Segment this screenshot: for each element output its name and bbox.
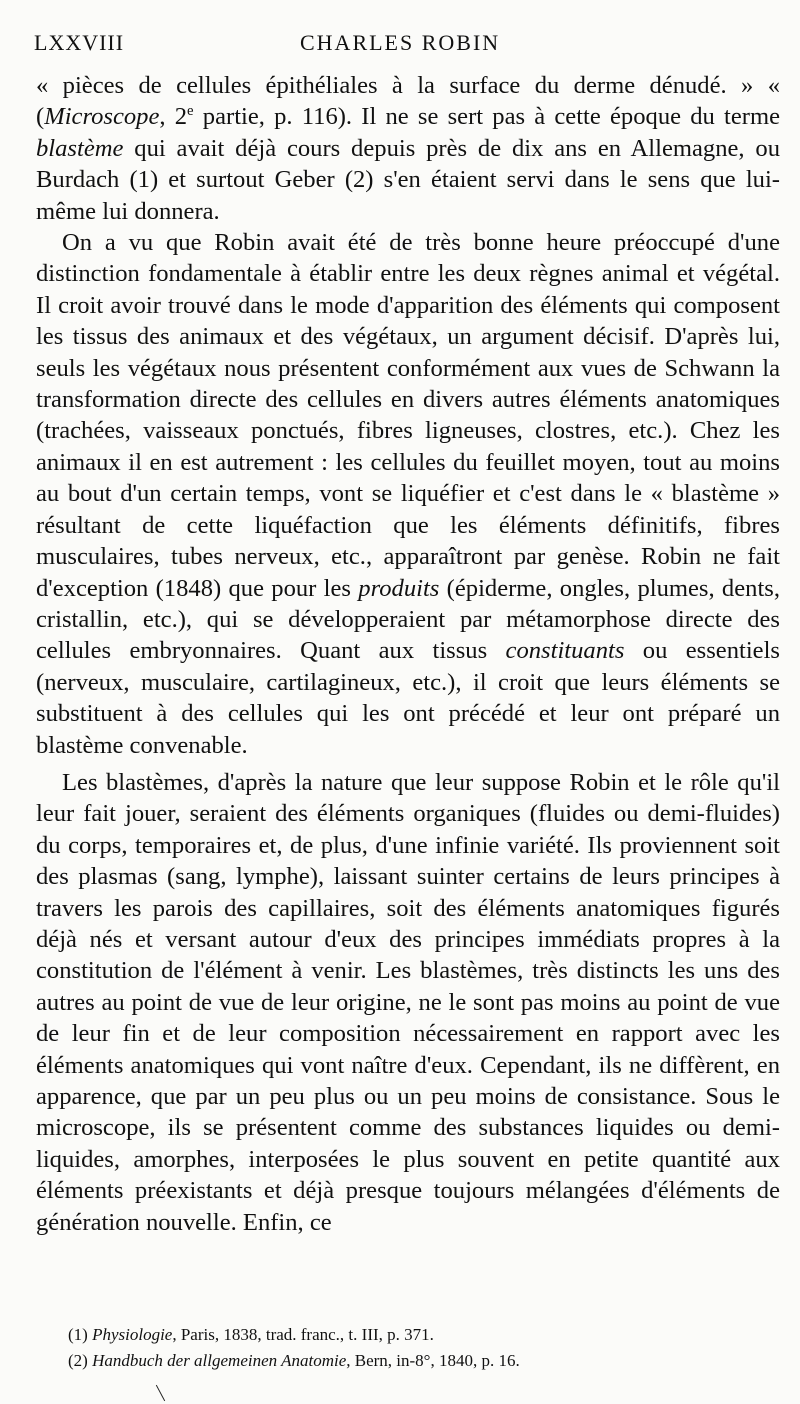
text-run: (épiderme, ongles, plumes, dents, cristallin, etc.), qui se développeraient par métamorphose directe des cellules embryonnaires. Quant aux tissus <box>36 574 780 665</box>
body-text <box>36 70 780 1238</box>
text-run: « pièces de cellules épithéliales à la surface du derme dénudé. » « ( <box>36 72 780 131</box>
italic-text: Microscope <box>44 103 160 131</box>
footnotes <box>68 1322 780 1374</box>
italic-text: Physiologie <box>92 1325 173 1344</box>
paragraph <box>36 767 780 1238</box>
italic-text: constituants <box>505 637 625 665</box>
stray-pen-mark <box>156 1385 165 1401</box>
footnote <box>68 1322 780 1348</box>
superscript-text: e <box>187 103 194 120</box>
text-run: Les blastèmes, d'après la nature que leur suppose Robin et le rôle qu'il leur fait jouer, seraient des éléments organiques (fluides ou demi-fluides) du corps, temporaires et, de plus, d'une infinie variété. Ils proviennent soit des plasmas (sang, lymphe), laissant suinter certains de leurs principes à travers les parois des capillaires, soit des éléments anatomiques figurés déjà nés et versant autour d'eux des principes immédiats propres à la constitution de l'élément à venir. Les blastèmes, très distincts les uns des autres au point de vue de leur origine, ne le sont pas moins au point de vue de leur fin et de leur composition nécessairement en rapport avec les éléments anatomiques qui vont naître d'eux. Cependant, ils ne diffèrent, en apparence, que par un peu plus ou un peu moins de consistance. Sous le microscope, ils se présentent comme des substances liquides ou demi-liquides, amorphes, interposées le plus souvent en petite quantité aux éléments préexistants et déjà presque toujours mélangées d'éléments de génération nouvelle. Enfin, ce <box>36 768 780 1236</box>
italic-text: blastème <box>36 134 124 162</box>
text-run: partie, p. 116). Il ne se sert pas à cette époque du terme <box>193 103 780 131</box>
running-title: CHARLES ROBIN <box>300 30 501 55</box>
text-run: On a vu que Robin avait été de très bonne heure préoccupé d'une distinction fondamentale à établir entre les deux règnes animal et végétal. Il croit avoir trouvé dans le mode d'apparition des éléments qui composent les tissus des animaux et des végétaux, un argument décisif. D'après lui, seuls les végétaux nous présentent conformément aux vues de Schwann la transformation directe des cellules en divers autres éléments anatomiques (trachées, vaisseaux ponctués, fibres ligneuses, clostres, etc.). Chez les animaux il en est autrement : les cellules du feuillet moyen, tout au moins au bout d'un certain temps, vont se liquéfier et c'est dans le « blastème » résultant de cette liquéfaction que les éléments définitifs, fibres musculaires, tubes nerveux, etc., apparaîtront par genèse. Robin ne fait d'exception (1848) que pour les <box>36 229 780 602</box>
text-run: ou essentiels (nerveux, musculaire, cartilagineux, etc.), il croit que leurs éléments se substituent à des cellules qui les ont précédé et leur ont préparé un blastème convenable. <box>36 637 780 759</box>
text-run: qui avait déjà cours depuis près de dix ans en Allemagne, ou Burdach (1) et surtout Geber (2) s'en étaient servi dans le sens que lui-même lui donnera. <box>36 134 780 225</box>
text-run: , Bern, in-8°, 1840, p. 16. <box>346 1351 520 1370</box>
italic-text: Handbuch der allgemeinen Anatomie <box>92 1351 347 1370</box>
page-header <box>34 30 782 62</box>
footnote <box>68 1348 780 1374</box>
text-run: (1) <box>68 1325 93 1344</box>
text-run: , Paris, 1838, trad. franc., t. III, p. 371. <box>172 1325 434 1344</box>
paragraph <box>36 227 780 761</box>
italic-text: produits <box>358 574 440 602</box>
text-run: , 2 <box>159 103 188 131</box>
text-run: (2) <box>68 1351 93 1370</box>
page-number: LXXVIII <box>34 30 125 55</box>
paragraph <box>36 70 780 227</box>
